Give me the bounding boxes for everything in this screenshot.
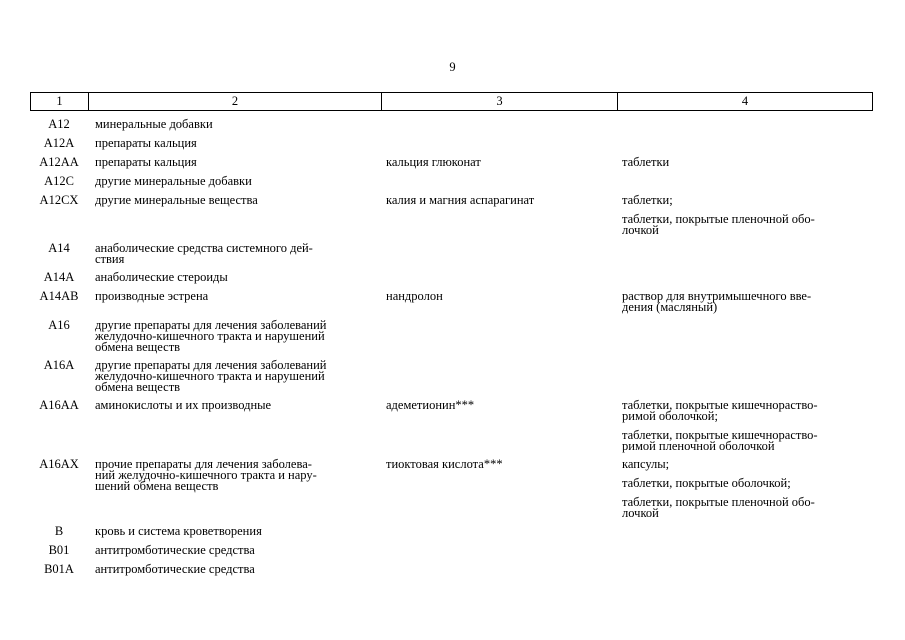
drug-name-cell — [381, 136, 617, 138]
dosage-forms-cell — [617, 457, 873, 519]
dosage-forms-cell — [617, 524, 873, 526]
table-row — [30, 193, 873, 236]
dosage-form-item: таблетки, покрытые оболочкой; — [622, 476, 791, 490]
table-row — [30, 136, 873, 150]
table-row — [30, 155, 873, 169]
dosage-form-item: таблетки; — [622, 193, 673, 207]
table-header-row — [30, 92, 873, 111]
dosage-forms-cell — [617, 358, 873, 360]
dosage-forms-cell — [617, 155, 873, 168]
atc-code-cell: A16AX — [39, 457, 79, 471]
drug-name-cell — [381, 270, 617, 272]
dosage-forms-cell — [617, 117, 873, 119]
group-name-cell: другие минеральные вещества — [95, 193, 258, 207]
group-name-cell: препараты кальция — [95, 155, 197, 169]
drug-name-cell — [381, 562, 617, 564]
table-row — [30, 241, 873, 265]
table-row — [30, 562, 873, 576]
group-name-cell: препараты кальция — [95, 136, 197, 150]
dosage-forms-cell — [617, 270, 873, 272]
group-name-cell: антитромботические средства — [95, 543, 255, 557]
drug-name-cell: калия и магния аспарагинат — [386, 193, 535, 207]
atc-code-cell: B01 — [48, 543, 70, 557]
dosage-form-item: таблетки, покрытые пленочной обо- лочкой — [622, 495, 815, 520]
atc-code-cell: A12 — [48, 117, 70, 131]
atc-code-cell: A14 — [48, 241, 70, 255]
table-row — [30, 457, 873, 519]
dosage-form-item: капсулы; — [622, 457, 670, 471]
group-name-cell: другие минеральные добавки — [95, 174, 252, 188]
atc-code-cell: A16A — [43, 358, 75, 372]
table-row — [30, 318, 873, 353]
group-name-cell: прочие препараты для лечения заболева- ний желудочно-кишечного тракта и нару- шений обмена веществ — [95, 457, 317, 493]
atc-code-cell: A14A — [43, 270, 75, 284]
drug-name-cell — [381, 174, 617, 176]
dosage-forms-cell — [617, 398, 873, 452]
drug-name-cell — [381, 117, 617, 119]
dosage-forms-cell — [617, 193, 873, 236]
table-row — [30, 289, 873, 313]
drug-name-cell — [381, 318, 617, 320]
dosage-forms-cell — [617, 543, 873, 545]
dosage-form-item: таблетки, покрытые пленочной обо- лочкой — [622, 212, 815, 237]
drug-name-cell: адеметионин*** — [386, 398, 475, 412]
group-name-cell: кровь и система кроветворения — [95, 524, 262, 538]
table-row — [30, 398, 873, 452]
dosage-form-item: таблетки, покрытые кишечнораство- римой оболочкой; — [622, 398, 818, 423]
table-row — [30, 543, 873, 557]
group-name-cell: минеральные добавки — [95, 117, 213, 131]
group-name-cell: другие препараты для лечения заболеваний желудочно-кишечного тракта и нарушений обмена веществ — [95, 358, 327, 394]
table-row — [30, 117, 873, 131]
table-row — [30, 358, 873, 393]
table-body — [30, 117, 873, 581]
drug-name-cell: кальция глюконат — [386, 155, 481, 169]
atc-code-cell: A12AA — [39, 155, 79, 169]
dosage-forms-cell — [617, 318, 873, 320]
drug-name-cell — [381, 524, 617, 526]
dosage-forms-cell — [617, 174, 873, 176]
atc-code-cell: B01A — [44, 562, 74, 576]
dosage-form-item: таблетки, покрытые кишечнораство- римой пленочной оболочкой — [622, 428, 818, 453]
dosage-form-item: раствор для внутримышечного вве- дения (масляный) — [622, 289, 812, 314]
table-row — [30, 174, 873, 188]
dosage-forms-cell — [617, 136, 873, 138]
drug-name-cell — [381, 358, 617, 360]
table-row — [30, 270, 873, 284]
header-cell-1: 1 — [31, 93, 89, 110]
drug-name-cell — [381, 543, 617, 545]
drug-name-cell: тиоктовая кислота*** — [386, 457, 503, 471]
group-name-cell: анаболические стероиды — [95, 270, 228, 284]
dosage-form-item: таблетки — [622, 155, 670, 169]
group-name-cell: антитромботические средства — [95, 562, 255, 576]
group-name-cell: производные эстрена — [95, 289, 209, 303]
header-cell-3: 3 — [382, 93, 618, 110]
atc-code-cell: A12CX — [39, 193, 79, 207]
dosage-forms-cell — [617, 241, 873, 243]
atc-code-cell: A12A — [43, 136, 75, 150]
drug-name-cell — [381, 241, 617, 243]
atc-code-cell: A16 — [48, 318, 70, 332]
atc-code-cell: B — [54, 524, 64, 538]
atc-code-cell: A14AB — [39, 289, 79, 303]
drug-name-cell: нандролон — [386, 289, 443, 303]
group-name-cell: аминокислоты и их производные — [95, 398, 272, 412]
table-row — [30, 524, 873, 538]
header-cell-4: 4 — [741, 94, 749, 108]
group-name-cell: другие препараты для лечения заболеваний желудочно-кишечного тракта и нарушений обмена веществ — [95, 318, 327, 354]
atc-code-cell: A12C — [44, 174, 74, 188]
dosage-forms-cell — [617, 289, 873, 313]
header-cell-2: 2 — [89, 93, 382, 110]
atc-code-cell: A16AA — [39, 398, 79, 412]
page-number: 9 — [449, 60, 456, 74]
dosage-forms-cell — [617, 562, 873, 564]
group-name-cell: анаболические средства системного дей- ствия — [95, 241, 313, 266]
